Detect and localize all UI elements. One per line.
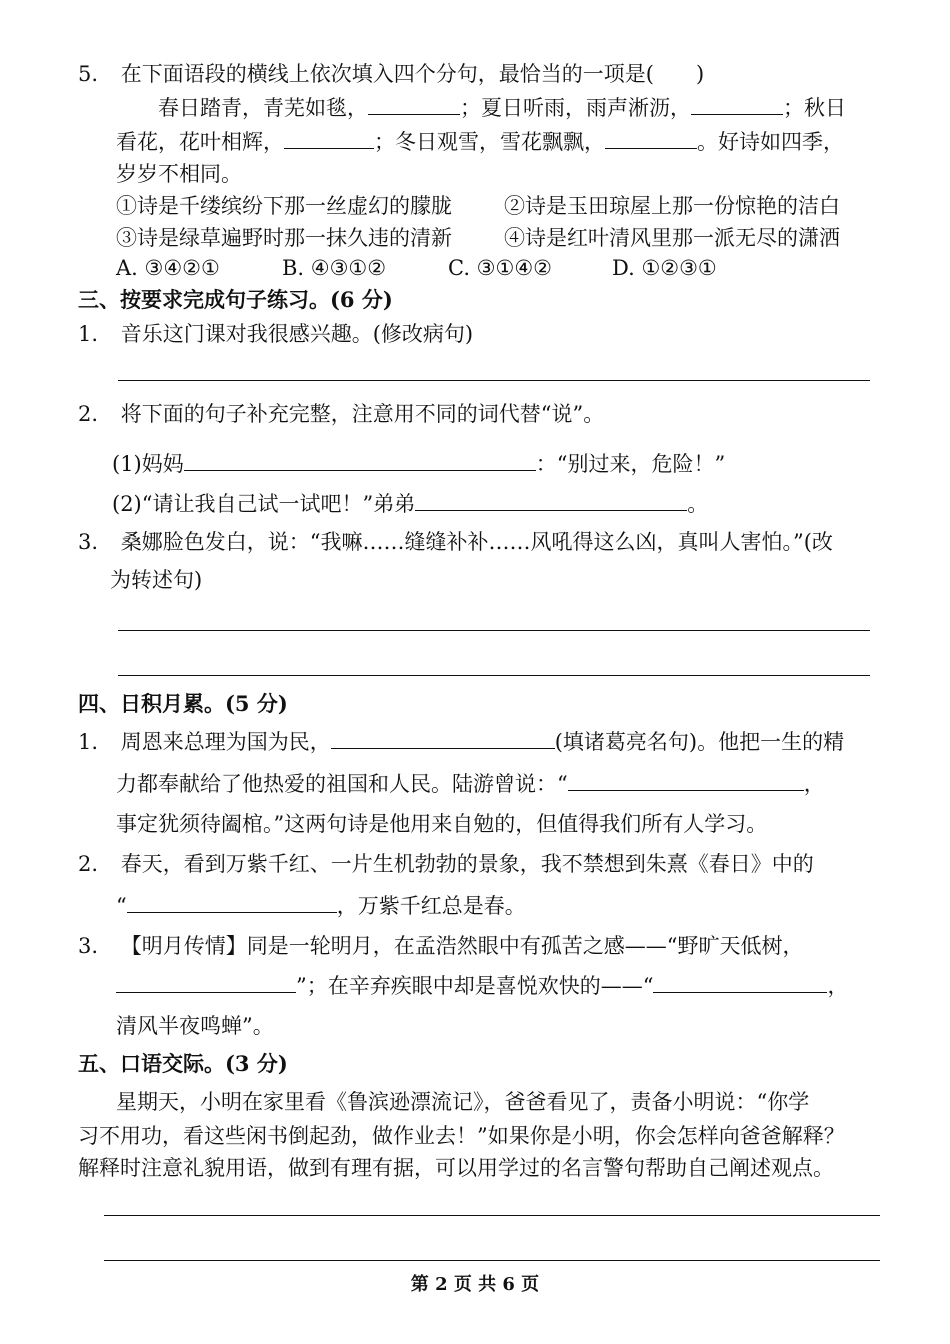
q5-passage-line-2: 看花，花叶相辉， ；冬日观雪，雪花飘飘， 。好诗如四季， — [116, 130, 844, 154]
sec3-q3-cont: 为转述句) — [110, 568, 203, 592]
q5-option-2: ②诗是玉田琼屋上那一份惊艳的洁白 — [504, 194, 840, 218]
q5-choice-a[interactable]: A. ③④②① — [116, 256, 220, 280]
sec3-q1: 1. 音乐这门课对我很感兴趣。(修改病句) — [78, 322, 474, 346]
answer-blank[interactable] — [284, 128, 374, 149]
sec5-paragraph-line-1: 星期天，小明在家里看《鲁滨逊漂流记》，爸爸看见了，责备小明说：“你学 — [116, 1090, 810, 1114]
sec3-q2-item-2: (2)“请让我自己试一试吧！”弟弟 。 — [112, 492, 709, 516]
q5-passage-line-3: 岁岁不相同。 — [116, 162, 242, 186]
page-footer: 第 2 页 共 6 页 — [410, 1274, 540, 1295]
answer-blank[interactable] — [127, 892, 337, 913]
answer-blank[interactable] — [184, 450, 536, 471]
q5-choice-b[interactable]: B. ④③①② — [282, 256, 387, 280]
sec3-q2-item-1: (1)妈妈 ：“别过来，危险！” — [112, 452, 726, 476]
sec4-q1: 1. 周恩来总理为国为民， (填诸葛亮名句)。他把一生的精 — [78, 730, 845, 754]
answer-blank[interactable] — [368, 94, 460, 115]
q5-option-3: ③诗是绿草遍野时那一抹久违的清新 — [116, 226, 452, 250]
answer-blank[interactable] — [691, 94, 783, 115]
q5-choice-c[interactable]: C. ③①④② — [448, 256, 552, 280]
sec3-q2: 2. 将下面的句子补充完整，注意用不同的词代替“说”。 — [78, 402, 605, 426]
q5-stem: 5. 在下面语段的横线上依次填入四个分句，最恰当的一项是( ) — [78, 62, 705, 86]
answer-blank[interactable] — [331, 728, 555, 749]
sec4-q3: 3. 【明月传情】同是一轮明月，在孟浩然眼中有孤苦之感——“野旷天低树， — [78, 934, 804, 958]
sec5-paragraph-line-2: 习不用功，看这些闲书倒起劲，做作业去！”如果你是小明，你会怎样向爸爸解释？ — [78, 1124, 845, 1148]
answer-line[interactable] — [118, 675, 870, 676]
q5-passage-line-1: 春日踏青，青芜如毯， ；夏日听雨，雨声淅沥， ；秋日 — [158, 96, 846, 120]
section-3-title: 三、按要求完成句子练习。(6 分) — [78, 287, 393, 312]
sec3-q3: 3. 桑娜脸色发白，说：“我嘛……缝缝补补……风吼得这么凶，真叫人害怕。”(改 — [78, 530, 833, 554]
section-4-title: 四、日积月累。(5 分) — [78, 691, 288, 716]
sec4-q1-line-3: 事定犹须待阖棺。”这两句诗是他用来自勉的，但值得我们所有人学习。 — [116, 812, 768, 836]
answer-line[interactable] — [118, 380, 870, 381]
answer-blank[interactable] — [116, 972, 296, 993]
answer-line[interactable] — [118, 630, 870, 631]
sec4-q2: 2. 春天，看到万紫千红、一片生机勃勃的景象，我不禁想到朱熹《春日》中的 — [78, 852, 814, 876]
answer-blank[interactable] — [415, 490, 687, 511]
answer-blank[interactable] — [605, 128, 697, 149]
answer-blank[interactable] — [653, 972, 827, 993]
sec4-q3-line-2: ”；在辛弃疾眼中却是喜悦欢快的——“ ， — [116, 972, 848, 1000]
answer-blank[interactable] — [568, 770, 804, 791]
q5-option-4: ④诗是红叶清风里那一派无尽的潇洒 — [504, 226, 840, 250]
sec4-q2-line-2: “ ，万紫千红总是春。 — [116, 894, 526, 918]
sec5-paragraph-line-3: 解释时注意礼貌用语，做到有理有据，可以用学过的名言警句帮助自己阐述观点。 — [78, 1156, 834, 1180]
sec4-q1-line-2: 力都奉献给了他热爱的祖国和人民。陆游曾说：“ ， — [116, 772, 825, 796]
answer-line[interactable] — [104, 1260, 880, 1261]
q5-option-1: ①诗是千缕缤纷下那一丝虚幻的朦胧 — [116, 194, 452, 218]
sec4-q3-line-3: 清风半夜鸣蝉”。 — [116, 1014, 274, 1038]
section-5-title: 五、口语交际。(3 分) — [78, 1051, 288, 1076]
q5-choice-d[interactable]: D. ①②③① — [612, 256, 717, 280]
answer-line[interactable] — [104, 1215, 880, 1216]
